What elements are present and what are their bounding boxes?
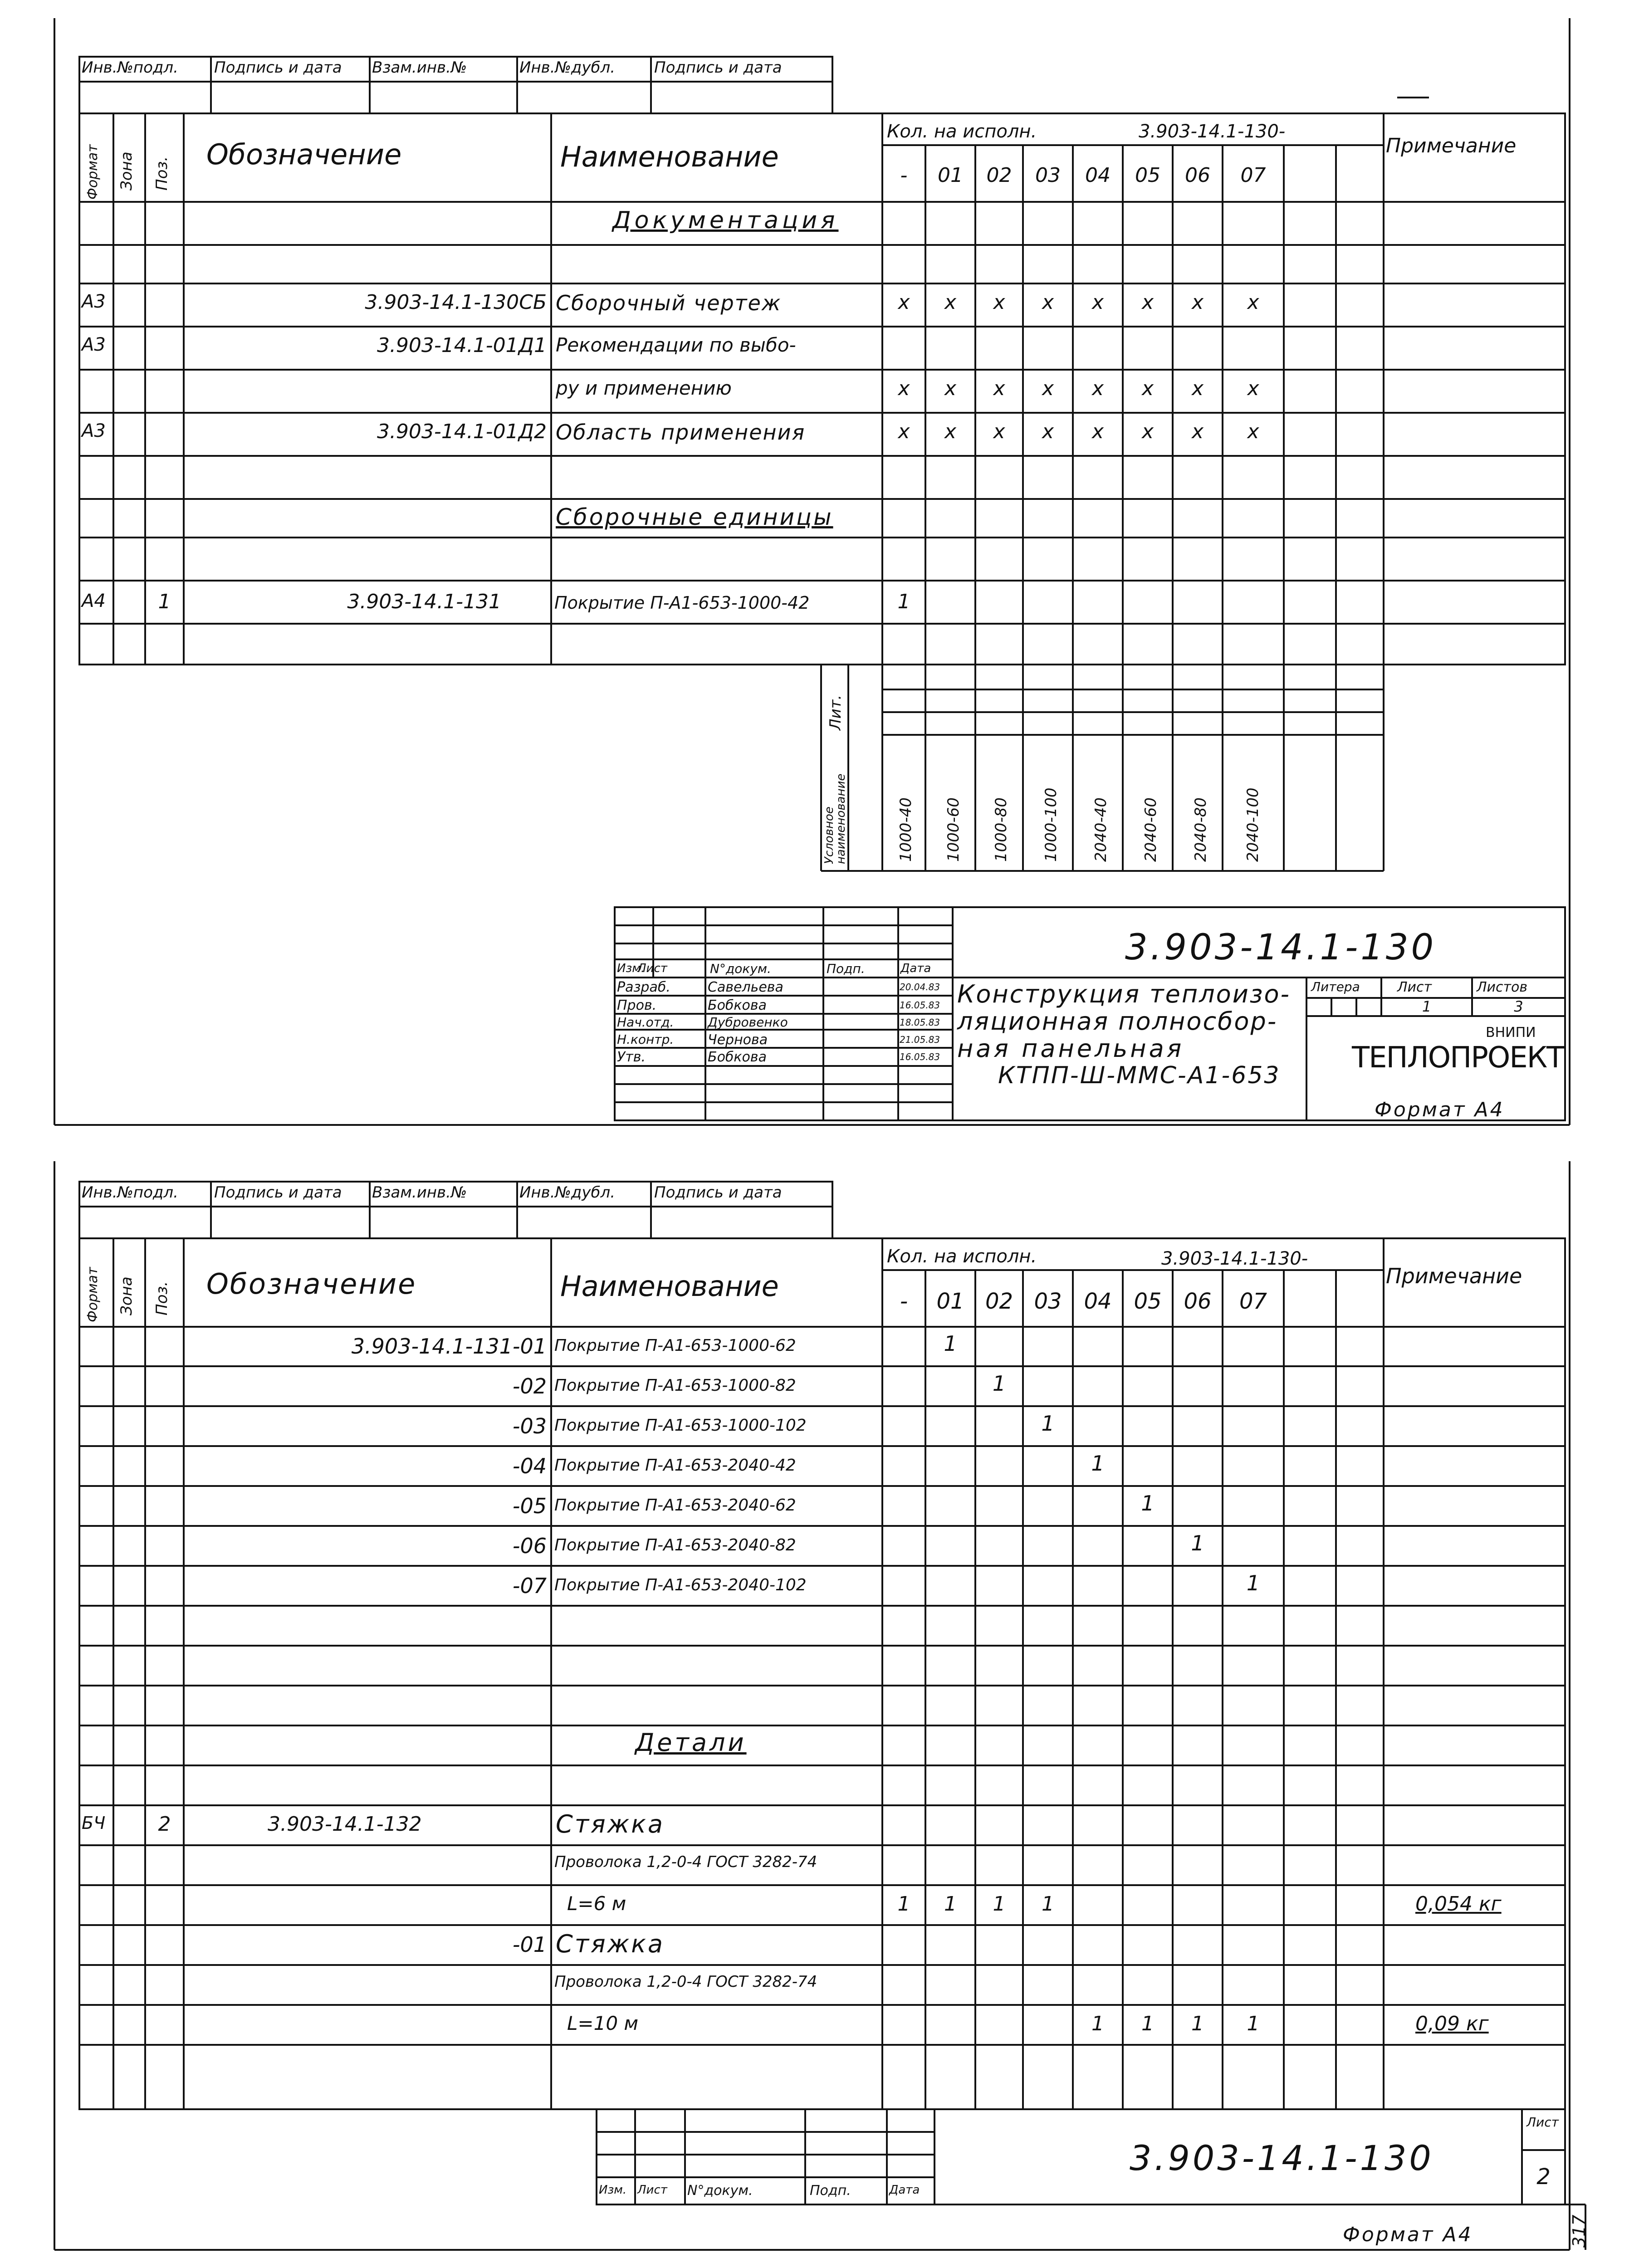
- cond-value: 2040-40: [1092, 797, 1110, 862]
- page-number: 317: [1569, 2214, 1589, 2248]
- col-pos: Поз.: [153, 1281, 171, 1315]
- tb-header: N°докум.: [687, 2183, 753, 2199]
- col-format: Формат: [85, 1267, 101, 1322]
- detail-material: Проволока 1,2-0-4 ГОСТ 3282-74: [554, 1853, 817, 1871]
- unit-designation: -03: [512, 1414, 547, 1438]
- mark-x: x: [1042, 291, 1054, 314]
- tb-date: 16.05.83: [900, 1051, 940, 1062]
- variant: 06: [1185, 164, 1210, 187]
- tb-role: Пров.: [617, 997, 657, 1013]
- tb-header: Изм.: [617, 962, 645, 975]
- tb-header: Дата: [889, 2183, 920, 2197]
- unit-name: Покрытие П-А1-653-2040-102: [554, 1576, 807, 1594]
- tb-role: Разраб.: [617, 979, 670, 995]
- mark-x: x: [1141, 291, 1154, 314]
- tb-role: Н.контр.: [617, 1032, 674, 1047]
- row-designation: 3.903-14.1-130СБ: [365, 291, 547, 314]
- mark-x: x: [1247, 291, 1259, 314]
- tb-header: Дата: [900, 962, 931, 975]
- mark-x: x: [1141, 420, 1154, 443]
- mark-x: x: [898, 291, 910, 314]
- col-note: Примечание: [1386, 1264, 1522, 1288]
- col-qty: Кол. на исполн.: [887, 121, 1037, 142]
- mark-x: x: [1191, 291, 1204, 314]
- detail-length: L=6 м: [567, 1892, 626, 1915]
- tb-date: 21.05.83: [900, 1034, 940, 1045]
- detail-qty: 1: [897, 1892, 910, 1916]
- row-designation: 3.903-14.1-01Д1: [377, 334, 547, 357]
- litera-label: Литера: [1311, 979, 1360, 994]
- section-details: Детали: [635, 1728, 747, 1757]
- unit-qty: 1: [1041, 1411, 1055, 1436]
- detail-qty: 1: [1247, 2012, 1260, 2035]
- mark-x: x: [1042, 420, 1054, 443]
- tb-name: Савельева: [708, 979, 783, 995]
- mark-x: x: [1247, 377, 1259, 400]
- col-qty-code: 3.903-14.1-130-: [1161, 1248, 1308, 1269]
- row-name: Сборочный чертеж: [556, 291, 782, 315]
- detail-name: Стяжка: [556, 1930, 665, 1958]
- variant: 03: [1034, 1289, 1062, 1314]
- tb-date: 16.05.83: [900, 1000, 940, 1011]
- detail-note: 0,054 кг: [1415, 1892, 1502, 1916]
- format-label: Формат А4: [1343, 2223, 1473, 2246]
- sheet-number: 2: [1536, 2164, 1551, 2190]
- variant: 04: [1084, 1289, 1112, 1314]
- unit-designation: -05: [512, 1494, 547, 1518]
- row-format: А3: [82, 334, 106, 355]
- unit-qty: 1: [992, 1371, 1006, 1396]
- mark-x: x: [1042, 377, 1054, 400]
- col-designation: Обозначение: [206, 138, 402, 171]
- mark-x: x: [1091, 420, 1104, 443]
- sheets-label: Листов: [1477, 979, 1528, 995]
- doc-title-line: Конструкция теплоизо-: [957, 980, 1291, 1008]
- mark-x: x: [993, 291, 1005, 314]
- cond-value: 1000-100: [1042, 787, 1060, 862]
- stamp-inv-podl: Инв.№подл.: [82, 1183, 178, 1202]
- detail-qty: 1: [1042, 1892, 1054, 1916]
- unit-qty: 1: [1141, 1491, 1155, 1515]
- sheet-label: Лист: [1526, 2115, 1559, 2130]
- col-name: Наименование: [560, 1270, 779, 1303]
- tb-name: Бобкова: [708, 997, 767, 1013]
- tb-name: Чернова: [708, 1032, 768, 1048]
- unit-designation: -02: [512, 1374, 547, 1398]
- unit-qty: 1: [1191, 1531, 1204, 1555]
- stamp-podpis: Подпись и дата: [214, 1183, 342, 1202]
- variant: 02: [985, 1289, 1013, 1314]
- col-pos: Поз.: [153, 156, 171, 191]
- detail-qty: 1: [944, 1892, 957, 1916]
- unit-designation: -04: [512, 1454, 547, 1478]
- variant: 05: [1135, 164, 1160, 187]
- unit-designation: -06: [512, 1534, 547, 1558]
- unit-format: А4: [82, 591, 106, 611]
- col-zone: Зона: [117, 1276, 136, 1315]
- unit-designation: 3.903-14.1-131: [347, 590, 501, 613]
- stamp-podpis: Подпись и дата: [214, 59, 342, 77]
- variant: 07: [1239, 1289, 1267, 1314]
- cond-label: Условное наименование: [822, 773, 848, 864]
- tb-header: Лист: [637, 962, 667, 975]
- mark-x: x: [1091, 377, 1104, 400]
- detail-qty: 1: [1091, 2012, 1104, 2035]
- tb-role: Утв.: [617, 1049, 646, 1065]
- mark-x: x: [898, 377, 910, 400]
- doc-code: 3.903-14.1-130: [1125, 927, 1437, 968]
- stamp-podpis2: Подпись и дата: [654, 59, 782, 77]
- cond-value: 1000-40: [897, 797, 915, 862]
- row-designation: 3.903-14.1-01Д2: [377, 420, 547, 443]
- unit-designation: -07: [512, 1574, 547, 1598]
- detail-note: 0,09 кг: [1415, 2012, 1489, 2035]
- cond-value: 2040-60: [1142, 797, 1160, 862]
- org-small: ВНИПИ: [1486, 1025, 1536, 1041]
- variant: -: [900, 164, 908, 187]
- unit-name: Покрытие П-А1-653-1000-62: [554, 1336, 796, 1355]
- cond-value: 1000-80: [992, 797, 1010, 862]
- org-logo: ТЕПЛОПРОЕКТ: [1352, 1041, 1564, 1075]
- col-name: Наименование: [560, 140, 779, 173]
- stamp-vzam: Взам.инв.№: [372, 59, 467, 77]
- unit-name: Покрытие П-А1-653-1000-102: [554, 1416, 807, 1435]
- mark-x: x: [1191, 377, 1204, 400]
- unit-pos: 1: [158, 590, 171, 613]
- tb-date: 20.04.83: [900, 982, 940, 992]
- doc-title-line: ная панельная: [957, 1034, 1184, 1063]
- tb-header: Изм.: [599, 2183, 627, 2197]
- detail-format: БЧ: [82, 1813, 106, 1833]
- mark-x: x: [993, 420, 1005, 443]
- variant: 07: [1240, 164, 1266, 187]
- sheets-count: 3: [1514, 998, 1523, 1015]
- col-designation: Обозначение: [206, 1267, 417, 1300]
- cond-value: 1000-60: [944, 797, 963, 862]
- mark-x: x: [944, 420, 957, 443]
- section-docs: Документация: [612, 207, 839, 234]
- detail-qty: 1: [993, 1892, 1006, 1916]
- tb-name: Бобкова: [708, 1049, 767, 1065]
- stamp-dubl: Инв.№дубл.: [519, 1183, 616, 1202]
- variant: 05: [1134, 1289, 1162, 1314]
- mark-x: x: [1191, 420, 1204, 443]
- tb-role: Нач.отд.: [617, 1015, 674, 1030]
- format-label: Формат А4: [1375, 1098, 1505, 1121]
- tb-header: Лист: [637, 2183, 667, 2197]
- mark-x: x: [1247, 420, 1259, 443]
- variant: 02: [986, 164, 1012, 187]
- detail-length: L=10 м: [567, 2012, 639, 2034]
- col-qty: Кол. на исполн.: [887, 1246, 1037, 1267]
- variant: 01: [936, 1289, 964, 1314]
- col-format: Формат: [85, 144, 101, 200]
- unit-qty: 1: [944, 1331, 957, 1356]
- col-note: Примечание: [1386, 134, 1517, 157]
- stamp-dubl: Инв.№дубл.: [519, 59, 616, 77]
- mark-x: x: [898, 420, 910, 443]
- detail-qty: 1: [1191, 2012, 1204, 2035]
- tb-date: 18.05.83: [900, 1017, 940, 1028]
- unit-name: Покрытие П-А1-653-2040-82: [554, 1536, 796, 1554]
- row-format: А3: [82, 420, 106, 441]
- variant: -: [900, 1289, 908, 1314]
- unit-name: Покрытие П-А1-653-1000-82: [554, 1376, 796, 1395]
- unit-name: Покрытие П-А1-653-2040-62: [554, 1496, 796, 1515]
- detail-qty: 1: [1141, 2012, 1154, 2035]
- doc-title-line: КТПП-Ш-ММС-А1-653: [998, 1062, 1281, 1089]
- sheet-label: Лист: [1397, 979, 1432, 995]
- doc-code: 3.903-14.1-130: [1130, 2138, 1434, 2178]
- section-units: Сборочные единицы: [556, 504, 833, 530]
- variant: 06: [1184, 1289, 1212, 1314]
- tb-header: Подп.: [810, 2183, 851, 2199]
- detail-pos: 2: [158, 1813, 171, 1836]
- mark-x: x: [1141, 377, 1154, 400]
- unit-name: Покрытие П-А1-653-1000-42: [554, 593, 810, 613]
- cond-value: 2040-100: [1244, 787, 1262, 862]
- sheet-number: 1: [1422, 998, 1432, 1015]
- doc-title-line: ляционная полносбор-: [957, 1007, 1278, 1036]
- unit-qty: 1: [897, 590, 910, 613]
- unit-qty: 1: [1246, 1571, 1260, 1595]
- unit-designation: 3.903-14.1-131-01: [351, 1334, 547, 1359]
- stamp-inv-podl: Инв.№подл.: [82, 59, 178, 77]
- tb-header: N°докум.: [710, 961, 771, 976]
- cond-value: 2040-80: [1192, 797, 1210, 862]
- variant: 04: [1085, 164, 1111, 187]
- row-name: ру и применению: [556, 377, 732, 399]
- variant: 03: [1035, 164, 1061, 187]
- stamp-podpis2: Подпись и дата: [654, 1183, 782, 1202]
- row-format: А3: [82, 291, 106, 312]
- stamp-vzam: Взам.инв.№: [372, 1183, 467, 1202]
- mark-x: x: [993, 377, 1005, 400]
- col-qty-code: 3.903-14.1-130-: [1139, 121, 1286, 142]
- col-zone: Зона: [117, 152, 136, 191]
- mark-x: x: [944, 291, 957, 314]
- lit-label: Лит.: [827, 694, 845, 730]
- mark-x: x: [1091, 291, 1104, 314]
- tb-header: Подп.: [827, 961, 865, 976]
- row-name: Область применения: [556, 420, 806, 445]
- unit-name: Покрытие П-А1-653-2040-42: [554, 1456, 796, 1475]
- variant: 01: [938, 164, 963, 187]
- mark-x: x: [944, 377, 957, 400]
- detail-designation: -01: [512, 1932, 547, 1957]
- tb-name: Дубровенко: [708, 1015, 788, 1030]
- detail-material: Проволока 1,2-0-4 ГОСТ 3282-74: [554, 1973, 817, 1991]
- detail-name: Стяжка: [556, 1810, 665, 1838]
- row-name: Рекомендации по выбо-: [556, 334, 796, 356]
- unit-qty: 1: [1091, 1451, 1105, 1476]
- detail-designation: 3.903-14.1-132: [268, 1813, 422, 1836]
